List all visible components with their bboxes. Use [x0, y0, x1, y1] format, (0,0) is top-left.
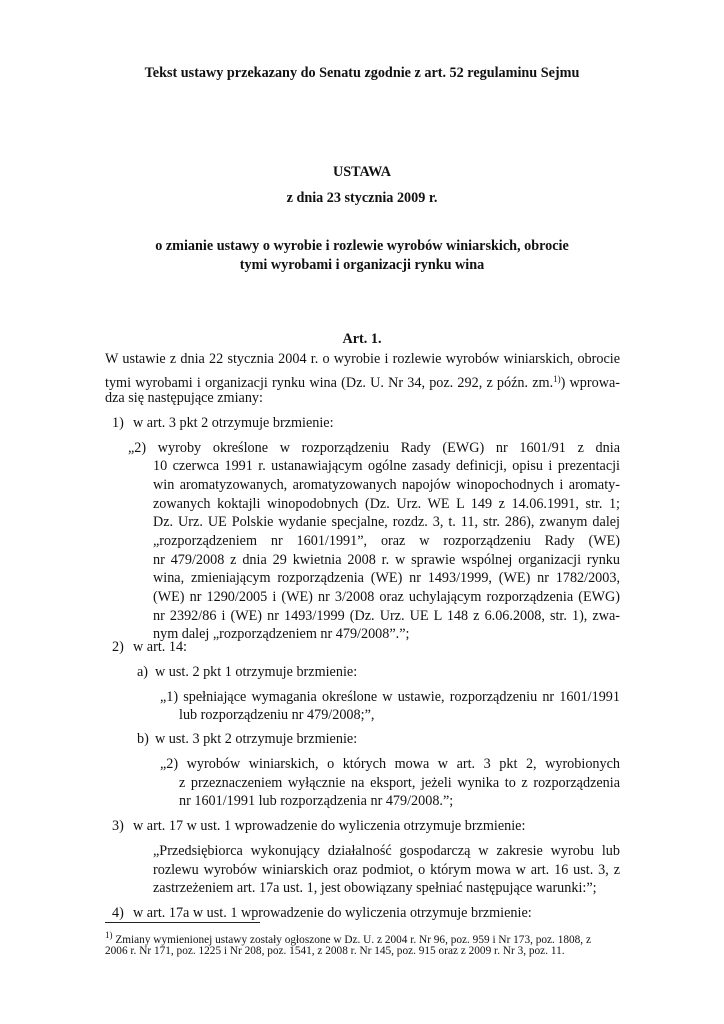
- act-subject-line-2: tymi wyrobami i organizacji rynku wina: [239, 257, 485, 273]
- intro-line-2: tymi wyrobami i organizacji rynku wina (Dz. U. Nr 34, poz. 292, z późn. zm.$^{1)}$) wprowa-: [105, 374, 620, 391]
- quote-line: rozlewu wyrobów winiarskich oraz podmiot, o którym mowa w art. 16 ust. 3, z: [153, 862, 620, 878]
- subpoint-text: w ust. 3 pkt 2 otrzymuje brzmienie:: [155, 731, 358, 747]
- quote-line: nym dalej „rozporządzeniem nr 479/2008”.”;: [153, 626, 410, 642]
- quote-line: „rozporządzeniem nr 1601/1991”, oraz w rozporządzeniu Rady (WE): [153, 533, 620, 549]
- footnote-separator: [105, 922, 260, 923]
- point-number: 3): [112, 818, 124, 834]
- quote-line: lub rozporządzeniu nr 479/2008;”,: [179, 707, 375, 723]
- point-text: w art. 17 w ust. 1 wprowadzenie do wyliczenia otrzymuje brzmienie:: [133, 818, 526, 834]
- quote-line: Dz. Urz. UE Polskie wydanie specjalne, rozdz. 3, t. 11, str. 286), zwanym dalej: [153, 514, 620, 530]
- point-text: w art. 3 pkt 2 otrzymuje brzmienie:: [133, 415, 334, 431]
- quote-line: wina, zmieniającym rozporządzenia (WE) nr 1493/1999, (WE) nr 1782/2003,: [153, 570, 620, 586]
- footnote-line-2: 2006 r. Nr 171, poz. 1225 i Nr 208, poz. 1541, z 2008 r. Nr 145, poz. 915 oraz z 2009 r. Nr 3, poz. 11.: [105, 945, 565, 957]
- header-note: Tekst ustawy przekazany do Senatu zgodnie z art. 52 regulaminu Sejmu: [144, 65, 580, 81]
- act-date: z dnia 23 stycznia 2009 r.: [286, 190, 438, 206]
- quote-line: nr 2392/86 i (WE) nr 1493/1999 (Dz. Urz. UE L 148 z 6.06.2008, str. 1), zwa-: [153, 608, 620, 624]
- quote-line: z przeznaczeniem wyłącznie na eksport, jeżeli wynika to z rozporządzenia: [179, 775, 620, 791]
- point-number: 1): [112, 415, 124, 431]
- act-subject-line-1: o zmianie ustawy o wyrobie i rozlewie wyrobów winiarskich, obrocie: [155, 238, 569, 254]
- intro-line-3: dza się następujące zmiany:: [105, 390, 263, 406]
- act-kind: USTAWA: [332, 164, 392, 180]
- quote-line: nr 1601/1991 lub rozporządzenia nr 479/2008.”;: [179, 793, 454, 809]
- subpoint-text: w ust. 2 pkt 1 otrzymuje brzmienie:: [155, 664, 358, 680]
- quote-line: „1) spełniające wymagania określone w ustawie, rozporządzeniu nr 1601/1991: [160, 689, 620, 705]
- subpoint-letter: b): [137, 731, 149, 747]
- footnote-line-1: $^{1)}$ Zmiany wymienionej ustawy zostały ogłoszone w Dz. U. z 2004 r. Nr 96, poz. 959 i Nr 173, poz. 1808, z: [105, 930, 591, 946]
- quote-line: „2) wyroby określone w rozporządzeniu Rady (EWG) nr 1601/91 z dnia: [128, 440, 620, 456]
- point-text: w art. 17a w ust. 1 wprowadzenie do wyliczenia otrzymuje brzmienie:: [133, 905, 532, 921]
- quote-line: win aromatyzowanych, aromatyzowanych napojów winopochodnych i aromaty-: [153, 477, 620, 493]
- quote-line: nr 479/2008 z dnia 29 kwietnia 2008 r. w sprawie wspólnej organizacji rynku: [153, 552, 620, 568]
- quote-line: zowanych koktajli winopodobnych (Dz. Urz. WE L 149 z 14.06.1991, str. 1;: [153, 496, 620, 512]
- quote-line: „2) wyrobów winiarskich, o których mowa w art. 3 pkt 2, wyrobionych: [160, 756, 620, 772]
- point-text: w art. 14:: [133, 639, 187, 655]
- intro-line-1: W ustawie z dnia 22 stycznia 2004 r. o wyrobie i rozlewie wyrobów winiarskich, obrocie: [105, 351, 620, 367]
- point-number: 4): [112, 905, 124, 921]
- subpoint-letter: a): [137, 664, 149, 680]
- quote-line: 10 czerwca 1991 r. ustanawiającym ogólne zasady definicji, opisu i prezentacji: [153, 458, 620, 474]
- article-heading: Art. 1.: [342, 331, 382, 347]
- point-number: 2): [112, 639, 124, 655]
- footnote-ref: 1): [553, 374, 561, 384]
- quote-line: „Przedsiębiorca wykonujący działalność gospodarczą w zakresie wyrobu lub: [153, 843, 620, 859]
- quote-line: zastrzeżeniem art. 17a ust. 1, jest obowiązany spełniać następujące warunki:”;: [153, 880, 597, 896]
- footnote-mark: 1): [105, 930, 113, 940]
- quote-line: (WE) nr 1290/2005 i (WE) nr 3/2008 oraz uchylającym rozporządzenia (EWG): [153, 589, 620, 605]
